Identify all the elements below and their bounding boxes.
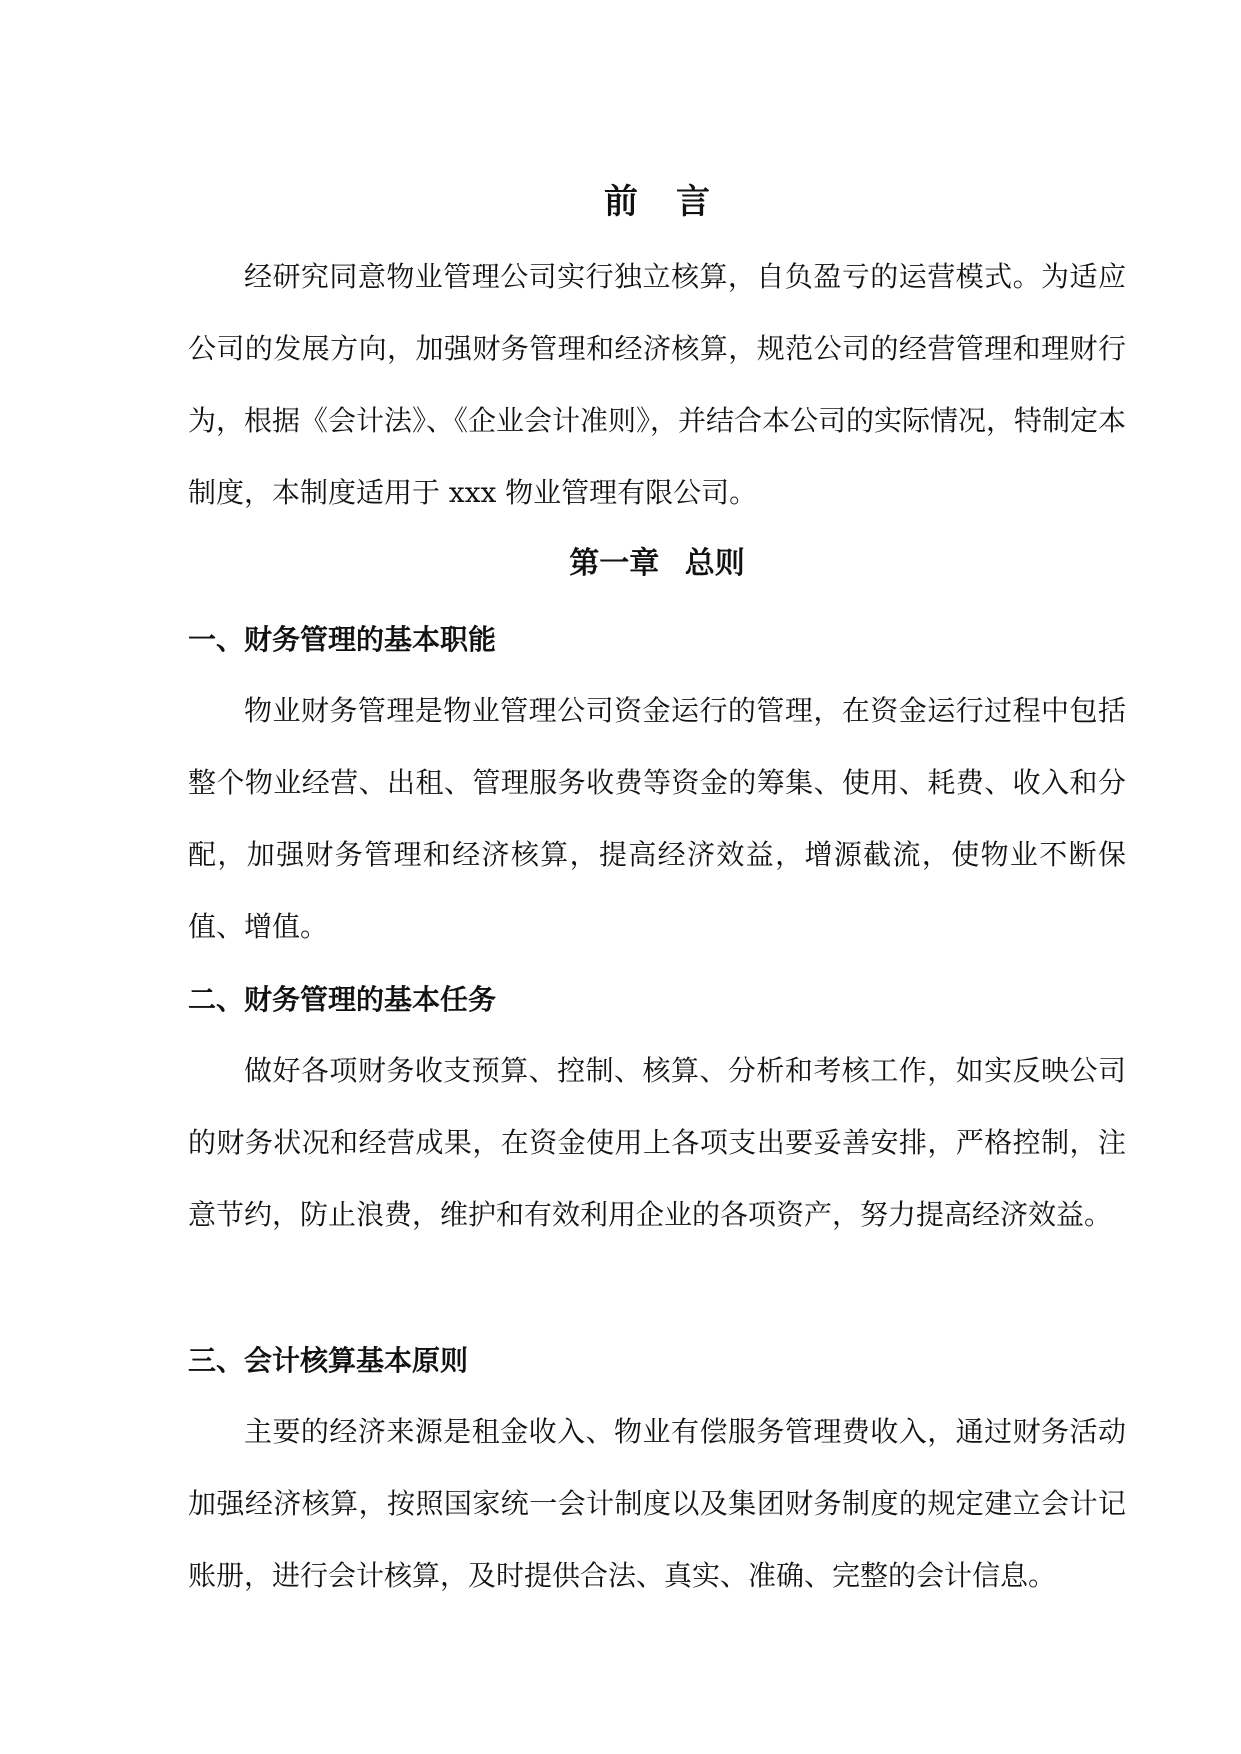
section-heading-accounting-principles: 三、会计核算基本原则 [188, 1344, 469, 1377]
preface-paragraph: 经研究同意物业管理公司实行独立核算，自负盈亏的运营模式。为适应公司的发展方向，加强财务管理和经济核算，规范公司的经营管理和理财行为，根据《会计法》、《企业会计准则》，并结合本公司的实际情况，特制定本制度，本制度适用于 xxx 物业管理有限公司。 [188, 260, 1127, 509]
section-heading-basic-functions: 一、财务管理的基本职能 [188, 623, 497, 656]
preface-title: 前言 [604, 182, 748, 222]
section-paragraph-basic-functions: 物业财务管理是物业管理公司资金运行的管理，在资金运行过程中包括整个物业经营、出租、管理服务收费等资金的筹集、使用、耗费、收入和分配，加强财务管理和经济核算，提高经济效益，增源截流，使物业不断保值、增值。 [188, 694, 1126, 943]
section-heading-basic-tasks: 二、财务管理的基本任务 [188, 983, 497, 1016]
section-paragraph-basic-tasks: 做好各项财务收支预算、控制、核算、分析和考核工作，如实反映公司的财务状况和经营成果，在资金使用上各项支出要妥善安排，严格控制，注意节约，防止浪费，维护和有效利用企业的各项资产，努力提高经济效益。 [188, 1054, 1126, 1231]
document-page [188, 0, 1126, 1754]
chapter-title: 第一章 总则 [569, 546, 745, 581]
section-paragraph-accounting-principles: 主要的经济来源是租金收入、物业有偿服务管理费收入，通过财务活动加强经济核算，按照国家统一会计制度以及集团财务制度的规定建立会计记账册，进行会计核算，及时提供合法、真实、准确、完整的会计信息。 [188, 1415, 1126, 1592]
